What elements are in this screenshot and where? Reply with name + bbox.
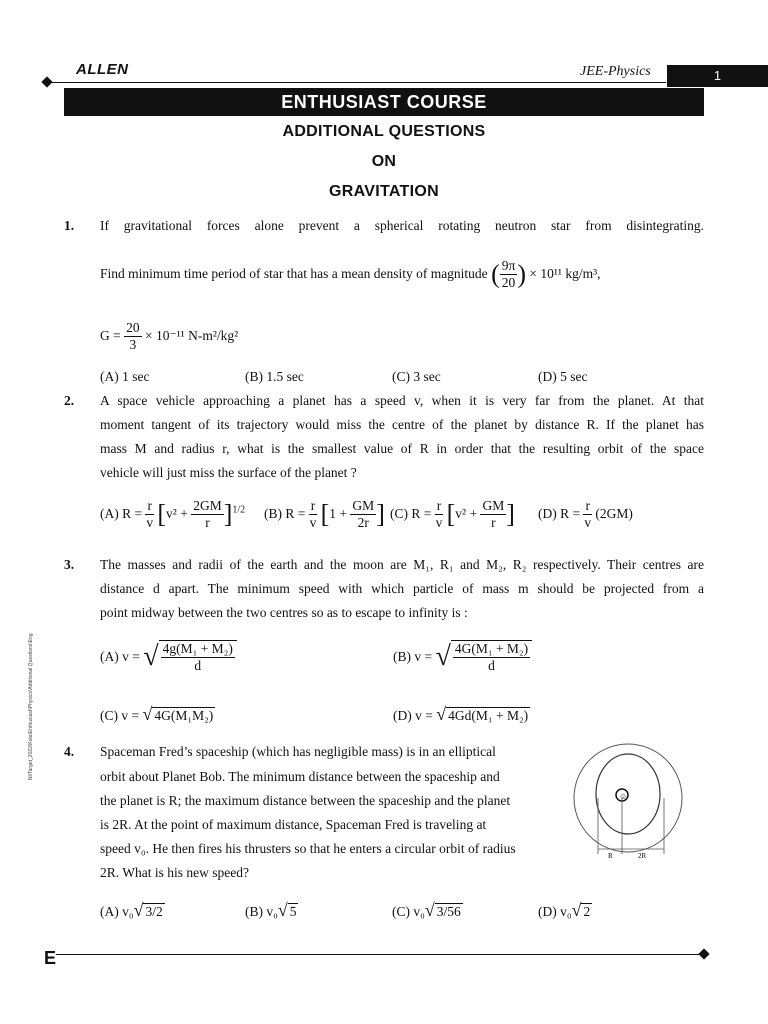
q1-density-tail: × 10¹¹ kg/m³, [529, 265, 601, 281]
q4-text-line6: 2R. What is his new speed? [100, 865, 249, 880]
q1-option-d[interactable]: (D) 5 sec [538, 369, 588, 384]
heading-line-2: ON [371, 153, 397, 170]
q3-text-line2: distance d apart. The minimum speed with which particle of mass m should be projected from a [100, 581, 704, 596]
q2-text-line4: vehicle will just miss the surface of the planet ? [100, 465, 357, 480]
q2-option-c[interactable]: (C) R = $\frac{r}{v}$ [v² + $\frac{GM}{r}$ ] [390, 498, 515, 531]
q1-text-line1: If gravitational forces alone prevent a spherical rotating neutron star from disintegrating. [100, 218, 704, 233]
side-file-path: Ni\Target_2022\Kota\Enthusiast\Physics\Additional Questions\Eng [28, 633, 34, 780]
q4-option-a[interactable]: (A) v₀√ 3/2 [100, 900, 163, 920]
course-banner: ENTHUSIAST COURSE [64, 88, 704, 116]
q4-text-line5: speed v₀. He then fires his thrusters so that he enters a circular orbit of radius [100, 841, 516, 856]
q1-g-value: G = $\frac{20}{3}$ × 10⁻¹¹ N-m²/kg² [100, 320, 239, 353]
q4-text-line1: Spaceman Fred’s spaceship (which has negligible mass) is in an elliptical [100, 744, 496, 759]
q4-text-line3: the planet is R; the maximum distance between the spaceship and the planet [100, 793, 511, 808]
footer-letter: E [44, 948, 57, 968]
q4-number: 4. [64, 744, 75, 759]
label-2r: 2R [638, 852, 647, 860]
q2-option-d[interactable]: (D) R = $\frac{r}{v}$ (2GM) [538, 498, 633, 531]
q1-option-b[interactable]: (B) 1.5 sec [245, 369, 304, 384]
q3-option-d[interactable]: (D) v = √ 4Gd(M₁ + M₂) [393, 704, 529, 724]
q2-text-line2: moment tangent of its trajectory would miss the centre of the planet by distance R. If the planet has [100, 417, 704, 432]
q1-option-c[interactable]: (C) 3 sec [392, 369, 441, 384]
footer-diamond [698, 948, 709, 959]
footer-rule [56, 954, 704, 955]
heading-line-3: GRAVITATION [329, 183, 439, 200]
q4-option-c[interactable]: (C) v₀√ 3/56 [392, 900, 461, 920]
q3-number: 3. [64, 557, 75, 572]
heading-line-1: ADDITIONAL QUESTIONS [282, 123, 486, 140]
q4-option-b[interactable]: (B) v₀√ 5 [245, 900, 297, 920]
q3-option-b[interactable]: (B) v = √ $\frac{\text{4G(M₁ + M₂)}}{d}$ [393, 640, 532, 674]
q2-option-a[interactable]: (A) R = $\frac{r}{v}$ [v² + $\frac{2GM}{r}$ ]$^{1/2}$ [100, 498, 246, 531]
header-rule [46, 82, 666, 83]
q4-text-line2: orbit about Planet Bob. The minimum distance between the spaceship and [100, 769, 500, 784]
page-number: 1 [667, 65, 768, 87]
q1-text-line2: Find minimum time period of star that has a mean density of magnitude ( $\frac{9\pi}{20}$ ) × 10¹¹ kg/m³, [100, 258, 601, 291]
allen-logo: ALLEN [76, 61, 129, 78]
q1-density-text: Find minimum time period of star that has a mean density of magnitude [100, 265, 488, 281]
orbit-diagram [564, 742, 686, 864]
q2-option-b[interactable]: (B) R = $\frac{r}{v}$ [1 + $\frac{GM}{2r}$ ] [264, 498, 385, 531]
label-r: R [608, 852, 613, 860]
q1-option-a[interactable]: (A) 1 sec [100, 369, 150, 384]
q3-text-line3: point midway between the two centres so as to escape to infinity is : [100, 605, 468, 620]
q1-density-fraction: $\frac{9\pi}{20}$ [501, 258, 516, 291]
subject-label: JEE-Physics [580, 64, 651, 79]
q3-text-line1: The masses and radii of the earth and the moon are M₁, R₁ and M₂, R₂ respectively. Their centres are [100, 557, 704, 572]
q4-option-d[interactable]: (D) v₀√ 2 [538, 900, 591, 920]
q3-option-c[interactable]: (C) v = √ 4G(M₁M₂) [100, 704, 214, 724]
q4-text-line4: is 2R. At the point of maximum distance, Spaceman Fred is traveling at [100, 817, 487, 832]
q2-text-line1: A space vehicle approaching a planet has a speed v, when it is very far from the planet. At that [100, 393, 704, 408]
q3-option-a[interactable]: (A) v = √ $\frac{\text{4g(M₁ + M₂)}}{d}$ [100, 640, 237, 674]
q1-number: 1. [64, 218, 75, 233]
q2-number: 2. [64, 393, 75, 408]
q2-text-line3: mass M and radius r, what is the smallest value of R in order that the resulting orbit of the space [100, 441, 704, 456]
svg-text:☺: ☺ [619, 792, 628, 801]
